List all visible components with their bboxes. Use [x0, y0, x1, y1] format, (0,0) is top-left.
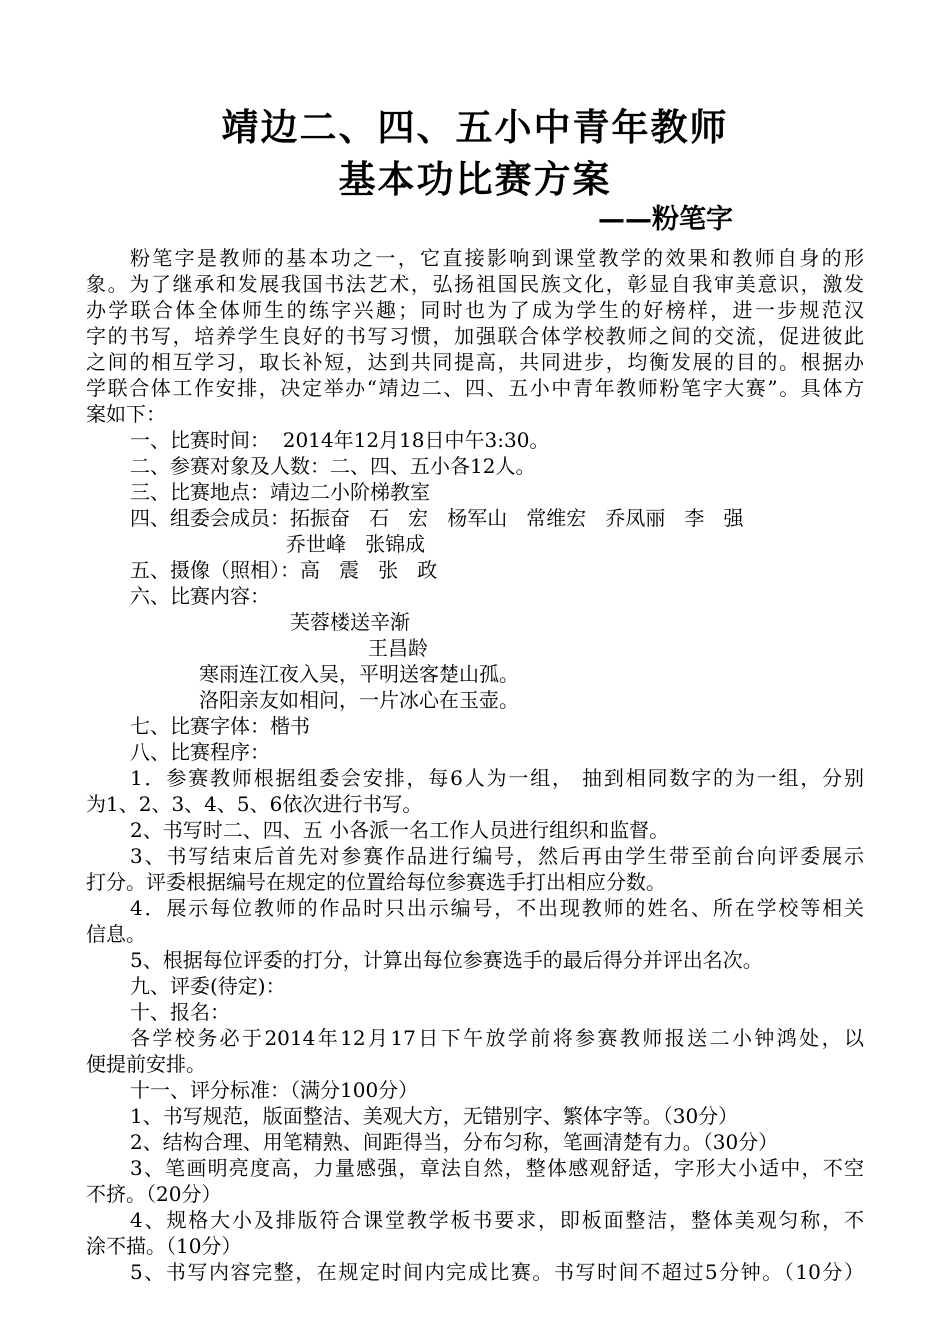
scoring-item: 1、书写规范，版面整洁、美观大方，无错别字、繁体字等。（30分） — [130, 1104, 739, 1128]
intro-line: 案如下： — [86, 402, 166, 426]
intro-line: 之间的相互学习，取长补短，达到共同提高，共同进步，均衡发展的目的。根据办 — [86, 350, 864, 374]
poem-title: 芙蓉楼送辛渐 — [290, 610, 410, 634]
section-scoring: 十一、评分标准：（满分100分） — [130, 1078, 419, 1102]
procedure-item-cont: 信息。 — [86, 922, 146, 946]
subtitle: ——粉笔字 — [598, 204, 733, 235]
section-time: 一、比赛时间： 2014年12月18日中午3:30。 — [130, 428, 550, 452]
intro-line: 字的书写，培养学生良好的书写习惯，加强联合体学校教师之间的交流，促进彼此 — [86, 324, 864, 348]
section-committee-cont: 乔世峰 张锦成 — [286, 532, 426, 556]
section-judges: 九、评委(待定)： — [130, 974, 286, 998]
poem-line: 洛阳亲友如相问，一片冰心在玉壶。 — [199, 688, 519, 712]
section-registration: 十、报名： — [130, 1000, 230, 1024]
procedure-item-cont: 打分。评委根据编号在规定的位置给每位参赛选手打出相应分数。 — [86, 870, 666, 894]
poem-line: 寒雨连江夜入吴，平明送客楚山孤。 — [199, 662, 519, 686]
registration-text-cont: 便提前安排。 — [86, 1052, 206, 1076]
section-procedure: 八、比赛程序： — [130, 740, 270, 764]
scoring-item-cont: 不挤。（20分） — [86, 1182, 222, 1206]
title-line-1: 靖边二、四、五小中青年教师 — [221, 106, 729, 149]
section-committee: 四、组委会成员：拓振奋 石 宏 杨军山 常维宏 乔凤丽 李 强 — [130, 506, 744, 530]
intro-line: 粉笔字是教师的基本功之一，它直接影响到课堂教学的效果和教师自身的形 — [130, 246, 864, 270]
section-font: 七、比赛字体：楷书 — [130, 714, 310, 738]
scoring-item: 5、书写内容完整，在规定时间内完成比赛。书写时间不超过5分钟。（10分） — [130, 1260, 864, 1284]
intro-line: 学联合体工作安排，决定举办“靖边二、四、五小中青年教师粉笔字大赛”。具体方 — [86, 376, 864, 400]
procedure-item: 5、根据每位评委的打分，计算出每位参赛选手的最后得分并评出名次。 — [130, 948, 763, 972]
scoring-item-cont: 涂不描。（10分） — [86, 1234, 242, 1258]
section-photo: 五、摄像（照相）：高 震 张 政 — [130, 558, 438, 582]
procedure-item: 3、书写结束后首先对参赛作品进行编号，然后再由学生带至前台向评委展示 — [130, 844, 864, 868]
section-participants: 二、参赛对象及人数：二、四、五小各12人。 — [130, 454, 536, 478]
procedure-item: 4．展示每位教师的作品时只出示编号，不出现教师的姓名、所在学校等相关 — [130, 896, 864, 920]
title-line-2: 基本功比赛方案 — [338, 158, 612, 201]
procedure-item-cont: 为1、2、3、4、5、6依次进行书写。 — [86, 792, 423, 816]
procedure-item: 1．参赛教师根据组委会安排，每6人为一组， 抽到相同数字的为一组，分别 — [130, 766, 864, 790]
scoring-item: 3、笔画明亮度高，力量感强，章法自然，整体感观舒适，字形大小适中，不空 — [130, 1156, 864, 1180]
poem-author: 王昌龄 — [368, 636, 428, 660]
procedure-item: 2、书写时二、四、五 小各派一名工作人员进行组织和监督。 — [130, 818, 670, 842]
scoring-item: 4、规格大小及排版符合课堂教学板书要求，即板面整洁，整体美观匀称，不 — [130, 1208, 864, 1232]
intro-line: 办学联合体全体师生的练字兴趣；同时也为了成为学生的好榜样，进一步规范汉 — [86, 298, 864, 322]
intro-line: 象。为了继承和发展我国书法艺术，弘扬祖国民族文化，彰显自我审美意识，激发 — [86, 272, 864, 296]
registration-text: 各学校务必于2014年12月17日下午放学前将参赛教师报送二小钟鸿处，以 — [130, 1026, 864, 1050]
scoring-item: 2、结构合理、用笔精熟、间距得当，分布匀称，笔画清楚有力。（30分） — [130, 1130, 779, 1154]
section-venue: 三、比赛地点：靖边二小阶梯教室 — [130, 480, 430, 504]
section-content: 六、比赛内容： — [130, 584, 270, 608]
